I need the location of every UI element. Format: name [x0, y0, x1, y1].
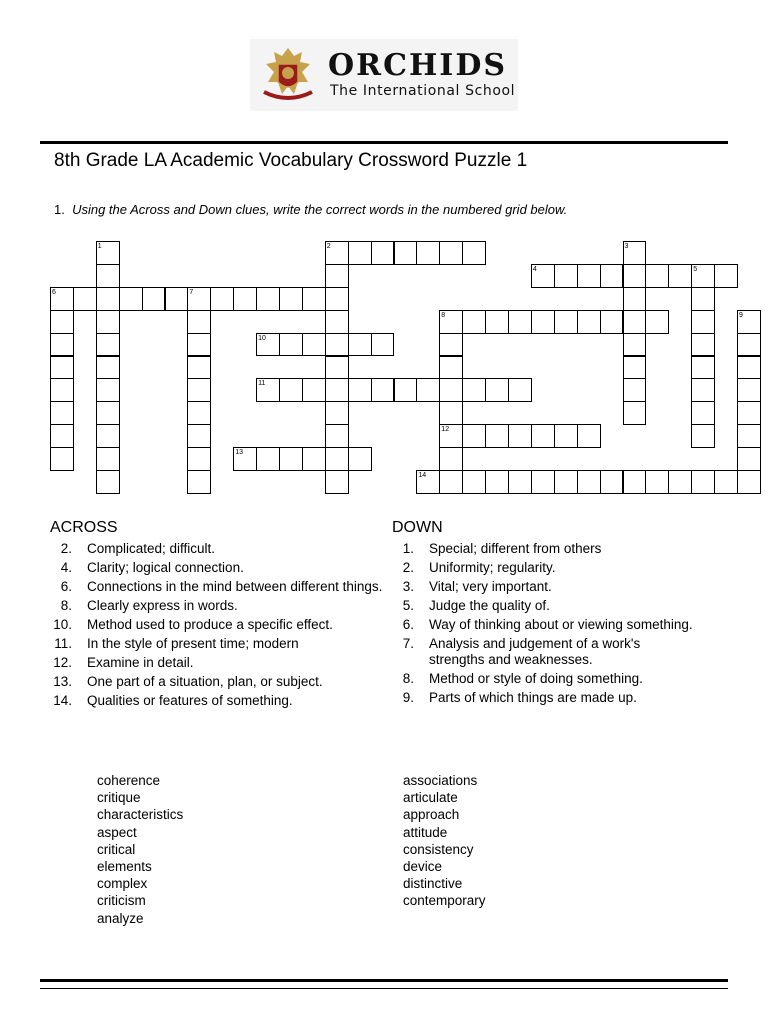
grid-cell[interactable]: [691, 356, 715, 380]
across-clue: [52, 560, 387, 576]
grid-cell[interactable]: [279, 447, 303, 471]
across-clue: [52, 636, 387, 652]
grid-cell[interactable]: [50, 333, 74, 357]
down-clues: [394, 541, 694, 709]
clue-text: Method or style of doing something.: [429, 671, 643, 686]
word-bank-item: device: [403, 859, 443, 875]
crest-icon: [254, 42, 322, 108]
grid-cell[interactable]: [325, 378, 349, 402]
clue-num: 12.: [53, 655, 72, 670]
grid-cell[interactable]: [325, 424, 349, 448]
grid-cell[interactable]: [325, 447, 349, 471]
grid-cell[interactable]: [256, 287, 280, 311]
clue-text: Parts of which things are made up.: [429, 690, 637, 705]
grid-cell[interactable]: [96, 356, 120, 380]
clue-text: Way of thinking about or viewing something.: [429, 617, 693, 632]
grid-cell[interactable]: [531, 264, 555, 288]
word-bank-item: aspect: [97, 824, 137, 840]
clue-num: 14.: [53, 693, 72, 708]
grid-cell[interactable]: [50, 356, 74, 380]
grid-cell[interactable]: [691, 470, 715, 494]
grid-cell[interactable]: [485, 424, 509, 448]
grid-cell[interactable]: [279, 378, 303, 402]
word-bank-item: attitude: [403, 824, 448, 840]
word-bank-item: distinctive: [403, 876, 463, 892]
grid-cell[interactable]: [325, 356, 349, 380]
grid-cell[interactable]: [645, 470, 669, 494]
grid-cell[interactable]: [714, 470, 738, 494]
grid-cell[interactable]: [96, 424, 120, 448]
grid-cell[interactable]: [187, 424, 211, 448]
grid-cell[interactable]: [96, 333, 120, 357]
grid-cell[interactable]: [187, 287, 211, 311]
clue-text: Complicated; difficult.: [87, 541, 216, 556]
grid-cell[interactable]: [439, 356, 463, 380]
grid-cell[interactable]: [508, 310, 532, 334]
grid-cell[interactable]: [96, 378, 120, 402]
grid-cell[interactable]: [508, 378, 532, 402]
clue-number: 7: [189, 288, 194, 296]
word-bank-item: elements: [97, 859, 152, 875]
grid-cell[interactable]: [439, 470, 463, 494]
grid-cell[interactable]: [96, 447, 120, 471]
grid-cell[interactable]: [394, 378, 418, 402]
clue-text: In the style of present time; modern: [87, 636, 299, 651]
grid-cell[interactable]: [462, 310, 486, 334]
grid-cell[interactable]: [325, 470, 349, 494]
grid-cell[interactable]: [325, 310, 349, 334]
grid-cell[interactable]: [623, 287, 647, 311]
word-bank-item: associations: [403, 773, 478, 788]
grid-cell[interactable]: [439, 424, 463, 448]
clue-text: Judge the quality of.: [429, 598, 550, 613]
grid-cell[interactable]: [462, 378, 486, 402]
down-clue: [394, 598, 694, 614]
logo-subtitle: The International School: [330, 83, 516, 99]
word-bank-item: characteristics: [97, 807, 184, 823]
clue-num: 13.: [53, 674, 72, 689]
grid-cell[interactable]: [737, 378, 761, 402]
grid-cell[interactable]: [439, 447, 463, 471]
grid-cell[interactable]: [531, 424, 555, 448]
grid-cell[interactable]: [348, 378, 372, 402]
grid-cell[interactable]: [600, 470, 624, 494]
grid-cell[interactable]: [737, 333, 761, 357]
grid-cell[interactable]: [623, 264, 647, 288]
word-bank-item: criticism: [97, 893, 146, 909]
grid-cell[interactable]: [187, 333, 211, 357]
grid-cell[interactable]: [645, 310, 669, 334]
grid-cell[interactable]: [142, 287, 166, 311]
grid-cell[interactable]: [554, 424, 578, 448]
grid-cell[interactable]: [439, 333, 463, 357]
grid-cell[interactable]: [691, 424, 715, 448]
grid-cell[interactable]: [348, 241, 372, 265]
clue-num: 5.: [402, 598, 414, 613]
clue-number: 14: [418, 472, 427, 479]
instruction-text: Using the Across and Down clues, write the correct words in the numbered grid below.: [72, 202, 568, 217]
clue-text: Special; different from others: [429, 541, 602, 556]
grid-cell[interactable]: [279, 287, 303, 311]
grid-cell[interactable]: [187, 378, 211, 402]
grid-cell[interactable]: [96, 264, 120, 288]
grid-cell[interactable]: [302, 447, 326, 471]
grid-cell[interactable]: [50, 424, 74, 448]
grid-cell[interactable]: [577, 310, 601, 334]
across-heading: ACROSS: [50, 519, 118, 536]
grid-cell[interactable]: [96, 401, 120, 425]
bottom-rule-thin: [40, 988, 728, 989]
clue-number: 1: [97, 243, 102, 250]
grid-cell[interactable]: [508, 424, 532, 448]
across-clue: [52, 617, 387, 633]
grid-cell[interactable]: [600, 310, 624, 334]
grid-cell[interactable]: [210, 287, 234, 311]
grid-cell[interactable]: [577, 264, 601, 288]
grid-cell[interactable]: [623, 470, 647, 494]
grid-cell[interactable]: [439, 401, 463, 425]
grid-cell[interactable]: [394, 241, 418, 265]
grid-cell[interactable]: [623, 378, 647, 402]
clue-num: 3.: [402, 579, 414, 594]
clue-number: 9: [739, 311, 743, 319]
clue-text: Vital; very important.: [429, 579, 552, 594]
grid-cell[interactable]: [256, 378, 280, 402]
across-clue: [52, 579, 387, 595]
grid-cell[interactable]: [439, 378, 463, 402]
grid-cell[interactable]: [325, 264, 349, 288]
word-bank-item: analyze: [97, 910, 144, 926]
grid-cell[interactable]: [691, 264, 715, 288]
down-clue: [394, 541, 694, 557]
word-bank-left: [97, 772, 183, 927]
clue-num: 8.: [402, 671, 414, 686]
clue-num: 9.: [402, 690, 414, 705]
grid-cell[interactable]: [737, 401, 761, 425]
down-clue: [394, 579, 694, 595]
grid-cell[interactable]: [96, 310, 120, 334]
grid-cell[interactable]: [233, 287, 257, 311]
grid-cell[interactable]: [623, 401, 647, 425]
down-clue: [394, 690, 694, 706]
word-bank-right: [403, 772, 486, 910]
clue-number: 5: [693, 265, 698, 273]
grid-cell[interactable]: [737, 470, 761, 494]
grid-cell[interactable]: [577, 470, 601, 494]
clue-number: 11: [258, 380, 266, 388]
grid-cell[interactable]: [73, 287, 97, 311]
grid-cell[interactable]: [348, 447, 372, 471]
down-clue: [394, 560, 694, 576]
clue-number: 2: [326, 243, 331, 250]
grid-cell[interactable]: [96, 287, 120, 311]
across-clue: [52, 541, 387, 557]
grid-cell[interactable]: [623, 310, 647, 334]
grid-cell[interactable]: [96, 241, 120, 265]
across-clue: [52, 598, 387, 614]
grid-cell[interactable]: [645, 264, 669, 288]
grid-cell[interactable]: [531, 470, 555, 494]
grid-cell[interactable]: [623, 241, 647, 265]
grid-cell[interactable]: [439, 241, 463, 265]
down-clue: [394, 636, 694, 668]
grid-cell[interactable]: [485, 470, 509, 494]
grid-cell[interactable]: [325, 401, 349, 425]
clue-num: 7.: [402, 636, 414, 651]
word-bank-item: consistency: [403, 841, 474, 857]
word-bank-item: critical: [97, 841, 136, 857]
grid-cell[interactable]: [691, 310, 715, 334]
grid-cell[interactable]: [462, 241, 486, 265]
grid-cell[interactable]: [737, 424, 761, 448]
clue-text: Analysis and judgement of a work's strengths and weaknesses.: [429, 636, 641, 667]
grid-cell[interactable]: [302, 287, 326, 311]
clue-number: 4: [532, 265, 537, 273]
logo-name: ORCHIDS: [328, 48, 507, 83]
grid-cell[interactable]: [416, 378, 440, 402]
clue-num: 11.: [54, 636, 72, 651]
down-heading: DOWN: [392, 519, 443, 536]
clue-num: 8.: [60, 598, 72, 613]
clue-num: 6.: [402, 617, 414, 632]
clue-num: 2.: [402, 560, 414, 575]
clue-number: 6: [52, 288, 56, 296]
grid-cell[interactable]: [554, 310, 578, 334]
grid-cell[interactable]: [119, 287, 143, 311]
grid-cell[interactable]: [668, 470, 692, 494]
grid-cell[interactable]: [691, 333, 715, 357]
clue-number: 10: [258, 334, 266, 342]
grid-cell[interactable]: [531, 310, 555, 334]
clue-text: Clearly express in words.: [87, 598, 238, 613]
grid-cell[interactable]: [187, 356, 211, 380]
grid-cell[interactable]: [50, 447, 74, 471]
grid-cell[interactable]: [577, 424, 601, 448]
grid-cell[interactable]: [737, 356, 761, 380]
word-bank-item: approach: [403, 807, 460, 823]
clue-text: Method used to produce a specific effect.: [87, 617, 333, 632]
clue-number: 12: [441, 426, 450, 434]
clue-num: 10.: [53, 617, 72, 632]
word-bank-item: articulate: [403, 790, 458, 806]
clue-text: Qualities or features of something.: [87, 693, 293, 708]
word-bank-item: contemporary: [403, 893, 486, 909]
clue-text: Connections in the mind between different things.: [87, 579, 383, 594]
down-clue: [394, 617, 694, 633]
grid-cell[interactable]: [416, 470, 440, 494]
grid-cell[interactable]: [50, 401, 74, 425]
across-clue: [52, 674, 387, 690]
top-rule: [40, 141, 728, 144]
clue-number: 3: [624, 243, 629, 250]
grid-cell[interactable]: [416, 241, 440, 265]
grid-cell[interactable]: [737, 447, 761, 471]
clue-text: Clarity; logical connection.: [87, 560, 244, 575]
grid-cell[interactable]: [623, 333, 647, 357]
grid-cell[interactable]: [554, 264, 578, 288]
clue-num: 2.: [60, 541, 72, 556]
clue-num: 1.: [402, 541, 414, 556]
grid-cell[interactable]: [439, 310, 463, 334]
grid-cell[interactable]: [325, 241, 349, 265]
down-clue: [394, 671, 694, 687]
grid-cell[interactable]: [50, 378, 74, 402]
instruction: [54, 202, 567, 217]
grid-cell[interactable]: [187, 401, 211, 425]
grid-cell[interactable]: [691, 401, 715, 425]
grid-cell[interactable]: [187, 310, 211, 334]
grid-cell[interactable]: [187, 447, 211, 471]
grid-cell[interactable]: [737, 310, 761, 334]
grid-cell[interactable]: [256, 447, 280, 471]
grid-cell[interactable]: [554, 470, 578, 494]
grid-cell[interactable]: [691, 378, 715, 402]
school-logo: [250, 39, 518, 111]
grid-cell[interactable]: [668, 264, 692, 288]
clue-text: Examine in detail.: [87, 655, 194, 670]
grid-cell[interactable]: [485, 310, 509, 334]
grid-cell[interactable]: [279, 333, 303, 357]
grid-cell[interactable]: [623, 356, 647, 380]
across-clue: [52, 693, 387, 709]
grid-cell[interactable]: [485, 378, 509, 402]
clue-number: 8: [441, 311, 446, 319]
grid-cell[interactable]: [302, 333, 326, 357]
across-clue: [52, 655, 387, 671]
grid-cell[interactable]: [371, 241, 395, 265]
grid-cell[interactable]: [325, 287, 349, 311]
grid-cell[interactable]: [233, 447, 257, 471]
grid-cell[interactable]: [348, 333, 372, 357]
page-title: 8th Grade LA Academic Vocabulary Crossword Puzzle 1: [54, 150, 528, 171]
word-bank-item: complex: [97, 876, 148, 892]
clue-num: 6.: [60, 579, 72, 594]
grid-cell[interactable]: [600, 264, 624, 288]
clue-number: 13: [235, 449, 243, 457]
word-bank-item: coherence: [97, 773, 161, 788]
grid-cell[interactable]: [96, 470, 120, 494]
grid-cell[interactable]: [165, 287, 189, 311]
bottom-rule: [40, 979, 728, 982]
instruction-number: 1.: [54, 202, 65, 217]
word-bank-item: critique: [97, 790, 141, 806]
grid-cell[interactable]: [714, 264, 738, 288]
grid-cell[interactable]: [371, 333, 395, 357]
clue-text: Uniformity; regularity.: [429, 560, 556, 575]
grid-cell[interactable]: [256, 333, 280, 357]
grid-cell[interactable]: [462, 424, 486, 448]
clue-num: 4.: [60, 560, 72, 575]
grid-cell[interactable]: [50, 287, 74, 311]
grid-cell[interactable]: [508, 470, 532, 494]
grid-cell[interactable]: [325, 333, 349, 357]
grid-cell[interactable]: [691, 287, 715, 311]
grid-cell[interactable]: [371, 378, 395, 402]
clue-text: One part of a situation, plan, or subject.: [87, 674, 323, 689]
grid-cell[interactable]: [50, 310, 74, 334]
grid-cell[interactable]: [187, 470, 211, 494]
grid-cell[interactable]: [302, 378, 326, 402]
grid-cell[interactable]: [462, 470, 486, 494]
across-clues: [52, 541, 387, 712]
